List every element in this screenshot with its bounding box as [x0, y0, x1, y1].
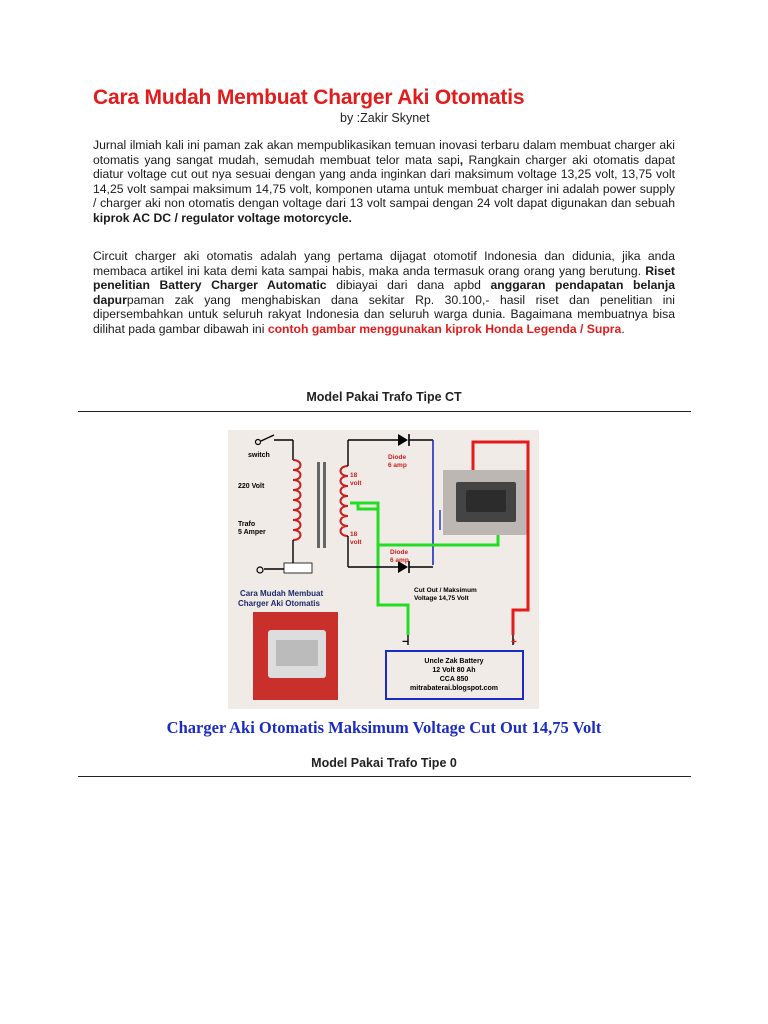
horizontal-rule	[78, 776, 691, 777]
switch-label: switch	[248, 452, 270, 459]
p1-text2: Rangkain charger aki otomatis dapat diatur voltage cut out nya sesuai dengan yang anda inginkan dari maksimum voltage 13,25 volt, 13,75 volt 14,25 volt sampai maksimum 14,75 volt, komponen utama untuk membuat charger ini adalah power supply / charger aki non otomatis dengan voltage dari 13 volt sampai dengan 24 volt dapat digunakan dan sebuah	[93, 152, 675, 211]
p2-end: .	[621, 321, 625, 336]
p2-text3: paman zak yang menghabiskan dana sekitar Rp. 30.100,- hasil riset dan penelitian ini dipersembahkan untuk seluruh rakyat Indonesia dan seluruh warga dunia. Bagaimana membuatnya bisa dilihat pada gambar dibawah ini	[93, 292, 675, 336]
voltage-220-label: 220 Volt	[238, 483, 265, 490]
trafo-amp-label: 5 Amper	[238, 529, 266, 536]
paragraph-circuit	[93, 249, 675, 337]
p2-bold-riset: Riset penelitian Battery Charger Automatic	[93, 263, 675, 293]
p2-bold-anggaran: anggaran pendapatan belanja dapur	[93, 278, 675, 307]
battery-line3: CCA 850	[439, 676, 469, 683]
diode-1-rating: 6 amp	[388, 462, 407, 469]
horizontal-rule	[78, 411, 691, 412]
volt-18-top: 18	[350, 472, 358, 479]
battery-positive: +	[511, 637, 517, 648]
inset-title-line2: Charger Aki Otomatis	[238, 599, 320, 608]
volt-18-top-unit: volt	[350, 480, 362, 487]
p2-text1: Circuit charger aki otomatis adalah yang pertama dijagat otomotif Indonesia dan didunia, jika anda membaca artikel ini kata demi kata sampai habis, maka anda termasuk orang orang yang berutung.	[93, 249, 675, 278]
cutout-label: Cut Out / Maksimum	[414, 587, 477, 594]
trafo-label: Trafo	[238, 521, 256, 528]
diode-1-label: Diode	[388, 454, 407, 461]
volt-18-bottom: 18	[350, 531, 358, 538]
article-byline: by :Zakir Skynet	[340, 111, 430, 125]
figure-caption: Charger Aki Otomatis Maksimum Voltage Cut Out 14,75 Volt	[166, 718, 602, 737]
article-title: Cara Mudah Membuat Charger Aki Otomatis	[93, 86, 525, 109]
diode-2-label: Diode	[390, 549, 409, 556]
transformer-core	[317, 462, 320, 548]
battery-negative: −	[402, 636, 409, 648]
paragraph-intro	[93, 138, 675, 226]
battery-line2: 12 Volt 80 Ah	[432, 667, 476, 674]
diode-2-rating: 6 amp	[390, 557, 409, 564]
cutout-voltage: Voltage 14,75 Volt	[414, 595, 469, 602]
volt-18-bottom-unit: volt	[350, 539, 362, 546]
circuit-diagram	[228, 430, 539, 709]
p1-text1: Jurnal ilmiah kali ini paman zak akan mempublikasikan temuan inovasi terbaru dalam membuat charger aki otomatis yang sangat mudah, semudah membuat telor mata sapi	[93, 138, 675, 167]
battery-line1: Uncle Zak Battery	[424, 658, 484, 665]
section-heading-ct: Model Pakai Trafo Tipe CT	[306, 390, 462, 404]
p2-text2: dibiayai dari dana apbd	[326, 278, 491, 293]
inset-title-line1: Cara Mudah Membuat	[240, 589, 324, 598]
battery-line4: mitrabaterai.blogspot.com	[410, 685, 498, 692]
section-heading-tipe0: Model Pakai Trafo Tipe 0	[311, 756, 457, 770]
p1-bold-kiprok: kiprok AC DC / regulator voltage motorcycle.	[93, 210, 352, 225]
p2-red-contoh: contoh gambar menggunakan kiprok Honda Legenda / Supra	[267, 321, 622, 336]
fuse	[284, 563, 312, 573]
p1-comma: ,	[459, 152, 464, 167]
